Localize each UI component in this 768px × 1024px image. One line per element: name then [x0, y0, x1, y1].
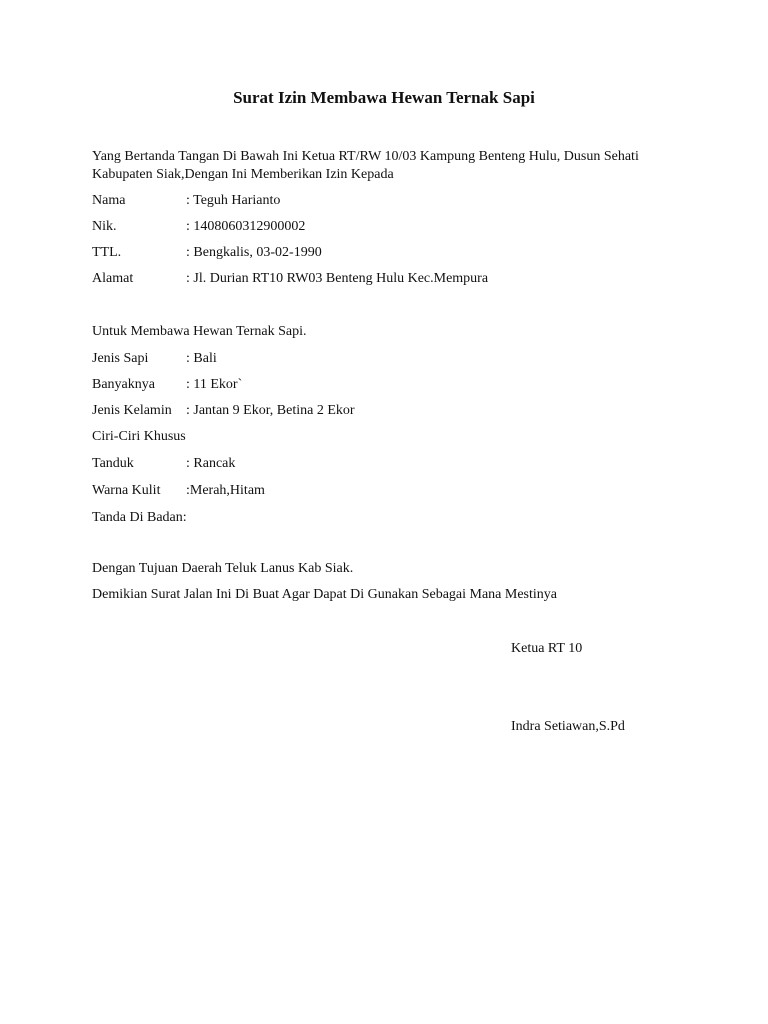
document-title: Surat Izin Membawa Hewan Ternak Sapi [233, 88, 535, 107]
field-warna-kulit [92, 482, 265, 500]
closing-line: Demikian Surat Jalan Ini Di Buat Agar Dapat Di Gunakan Sebagai Mana Mestinya [92, 587, 557, 602]
field-alamat-value: : Jl. Durian RT10 RW03 Benteng Hulu Kec.Mempura [186, 271, 489, 286]
tanda-di-badan-label: Tanda Di Badan: [92, 510, 187, 525]
field-warna-kulit-value: :Merah,Hitam [186, 483, 265, 498]
signature-name: Indra Setiawan,S.Pd [511, 719, 625, 734]
field-banyaknya-value: : 11 Ekor` [186, 377, 243, 392]
field-banyaknya-label: Banyaknya [92, 377, 155, 392]
field-warna-kulit-label: Warna Kulit [92, 483, 161, 498]
signature-position: Ketua RT 10 [511, 641, 583, 656]
field-jenis-kelamin-label: Jenis Kelamin [92, 403, 172, 418]
field-jenis-sapi-value: : Bali [186, 351, 217, 366]
field-banyaknya [92, 376, 242, 394]
field-ttl-label: TTL. [92, 245, 122, 260]
field-nik [92, 218, 305, 236]
field-tanduk [92, 455, 235, 473]
field-alamat-label: Alamat [92, 271, 134, 286]
field-alamat [92, 270, 488, 288]
field-jenis-sapi [92, 350, 217, 368]
field-nama-label: Nama [92, 193, 126, 208]
field-nama-value: : Teguh Harianto [186, 193, 281, 208]
purpose-line: Untuk Membawa Hewan Ternak Sapi. [92, 324, 307, 339]
intro-line-2: Kabupaten Siak,Dengan Ini Memberikan Izin Kepada [92, 167, 394, 182]
field-jenis-kelamin [92, 402, 355, 420]
field-nik-label: Nik. [92, 219, 117, 234]
field-jenis-kelamin-value: : Jantan 9 Ekor, Betina 2 Ekor [186, 403, 355, 418]
field-nama [92, 192, 280, 210]
field-nik-value: : 1408060312900002 [186, 219, 306, 234]
field-ttl [92, 244, 322, 262]
field-ttl-value: : Bengkalis, 03-02-1990 [186, 245, 322, 260]
intro-line-1: Yang Bertanda Tangan Di Bawah Ini Ketua RT/RW 10/03 Kampung Benteng Hulu, Dusun Sehati [92, 149, 639, 164]
field-tanduk-label: Tanduk [92, 456, 134, 471]
destination-line: Dengan Tujuan Daerah Teluk Lanus Kab Siak. [92, 561, 354, 576]
ciri-khusus-heading: Ciri-Ciri Khusus [92, 429, 186, 444]
field-jenis-sapi-label: Jenis Sapi [92, 351, 149, 366]
field-tanduk-value: : Rancak [186, 456, 236, 471]
